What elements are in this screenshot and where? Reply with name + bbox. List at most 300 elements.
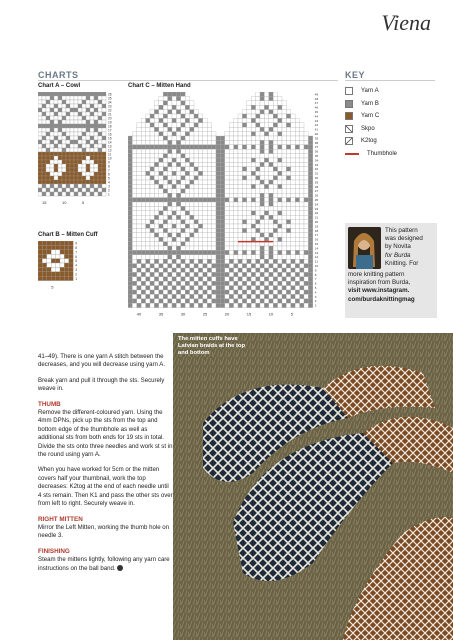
paragraph: When you have worked for 5cm or the mitten covers half your thumbnail, work the top decreases: K2tog at the end of each needle until 4 sts remain. Then K1 and pass the other sts over from left to right. Securely weave in. [38,466,173,508]
chart-cell [278,246,282,250]
chart-cell [137,202,141,206]
row-number: 5 [314,286,317,290]
chart-cell [234,167,238,171]
chart-cell [94,112,98,116]
chart-cell [38,176,42,180]
chart-cell [269,303,273,307]
chart-cell [172,202,176,206]
chart-cell [168,228,172,232]
chart-cell [260,290,264,294]
chart-cell [234,198,238,202]
chart-cell [273,101,277,105]
chart-cell [46,180,50,184]
chart-cell [225,145,229,149]
chart-cell [229,281,233,285]
chart-cell [216,246,220,250]
row-number: 24 [108,100,112,105]
chart-cell [234,233,238,237]
chart-cell [62,116,66,120]
chart-cell [234,277,238,281]
chart-cell [260,277,264,281]
chart-cell [234,215,238,219]
chart-cell [308,162,312,166]
chart-cell [159,215,163,219]
chart-cell [54,180,58,184]
chart-cell [150,189,154,193]
chart-cell [234,158,238,162]
chart-cell [128,193,132,197]
row-number: 1 [108,192,110,197]
chart-cell [291,303,295,307]
chart-cell [238,268,242,272]
chart-cell [238,132,242,136]
charts-heading: CHARTS [38,70,79,80]
chart-cell [54,192,58,196]
chart-cell [70,108,74,112]
row-number: 14 [314,246,319,251]
chart-cell [54,108,58,112]
chart-cell [185,127,189,131]
chart-cell [69,245,73,249]
chart-cell [46,144,50,148]
chart-cell [291,202,295,206]
chart-cell [172,149,176,153]
chart-cell [273,272,277,276]
chart-cell [234,299,238,303]
chart-cell [74,96,78,100]
chart-cell [168,105,172,109]
chart-cell [286,149,290,153]
chart-cell [269,224,273,228]
chart-cell [304,290,308,294]
chart-cell [176,193,180,197]
chart-cell [154,211,158,215]
chart-cell [264,250,268,254]
chart-cell [128,198,132,202]
chart-cell [168,123,172,127]
chart-cell [242,118,246,122]
chart-cell [278,264,282,268]
chart-cell [256,299,260,303]
row-number: 23 [108,104,112,109]
chart-cell [150,110,154,114]
chart-cell [203,171,207,175]
chart-cell [247,198,251,202]
chart-cell [141,198,145,202]
chart-cell [264,127,268,131]
chart-cell [256,202,260,206]
chart-cell [229,171,233,175]
chart-cell [242,149,246,153]
chart-cell [278,290,282,294]
chart-cell [42,128,46,132]
chart-cell [308,154,312,158]
chart-cell [203,211,207,215]
chart-cell [273,149,277,153]
chart-cell [54,92,58,96]
chart-cell [251,158,255,162]
chart-cell [66,156,70,160]
chart-cell [229,255,233,259]
chart-cell [278,215,282,219]
chart-cell [273,193,277,197]
chart-cell [146,233,150,237]
chart-cell [256,272,260,276]
chart-cell [212,303,216,307]
chart-cell [102,136,106,140]
chart-cell [308,189,312,193]
chart-cell [176,264,180,268]
chart-cell [300,180,304,184]
chart-cell [58,108,62,112]
row-number: 38 [314,140,319,145]
chart-cell [251,140,255,144]
chart-cell [62,104,66,108]
chart-cell [212,193,216,197]
page-title: Viena [381,10,431,35]
chart-cell [159,303,163,307]
chart-cell [251,255,255,259]
chart-cell [295,154,299,158]
chart-cell [286,264,290,268]
chart-cell [62,92,66,96]
chart-cell [154,281,158,285]
chart-cell [70,104,74,108]
chart-c-label: Chart C – Mitten Hand [128,83,191,89]
chart-cell [90,132,94,136]
chart-cell [146,228,150,232]
chart-cell [308,193,312,197]
chart-cell [198,189,202,193]
chart-cell [260,101,264,105]
chart-cell [260,189,264,193]
chart-cell [220,215,224,219]
chart-cell [273,198,277,202]
chart-cell [128,202,132,206]
chart-cell [278,101,282,105]
chart-cell [203,145,207,149]
chart-cell [137,228,141,232]
chart-cell [190,154,194,158]
chart-cell [260,114,264,118]
chart-cell [234,237,238,241]
chart-cell [304,189,308,193]
chart-cell [242,193,246,197]
chart-cell [190,202,194,206]
chart-cell [229,246,233,250]
chart-cell [242,290,246,294]
chart-cell [168,206,172,210]
chart-cell [278,96,282,100]
chart-cell [181,162,185,166]
chart-cell [102,108,106,112]
chart-cell [90,128,94,132]
promo-link[interactable]: visit www.instagram. [348,287,410,295]
chart-cell [212,233,216,237]
chart-cell [172,215,176,219]
chart-cell [295,268,299,272]
chart-cell [58,132,62,136]
chart-cell [256,250,260,254]
chart-cell [256,167,260,171]
chart-cell [154,176,158,180]
chart-cell [50,132,54,136]
chart-cell [238,189,242,193]
chart-cell [159,123,163,127]
chart-cell [242,123,246,127]
chart-cell [264,215,268,219]
chart-cell [132,162,136,166]
chart-cell [207,215,211,219]
chart-cell [212,272,216,276]
chart-cell [260,180,264,184]
chart-cell [282,149,286,153]
chart-cell [172,189,176,193]
chart-cell [42,250,46,254]
chart-cell [141,202,145,206]
chart-cell [62,152,66,156]
chart-cell [150,299,154,303]
row-number: 7 [108,168,110,173]
chart-cell [212,220,216,224]
chart-cell [229,228,233,232]
column-number: 15 [246,311,252,317]
chart-cell [273,176,277,180]
chart-cell [46,152,50,156]
chart-cell [295,220,299,224]
chart-cell [282,264,286,268]
chart-cell [172,242,176,246]
chart-cell [207,167,211,171]
chart-cell [207,140,211,144]
chart-cell [78,176,82,180]
chart-cell [304,277,308,281]
chart-cell [181,158,185,162]
chart-cell [282,242,286,246]
chart-cell [163,277,167,281]
chart-cell [86,156,90,160]
chart-cell [216,242,220,246]
row-number: 19 [108,120,112,125]
chart-cell [304,176,308,180]
chart-cell [176,206,180,210]
chart-cell [181,242,185,246]
chart-cell [247,189,251,193]
chart-cell [132,294,136,298]
chart-cell [176,215,180,219]
chart-cell [159,149,163,153]
chart-cell [86,120,90,124]
promo-line: Knitting. For [385,259,419,267]
chart-cell [74,128,78,132]
chart-cell [238,149,242,153]
chart-cell [273,167,277,171]
row-number: 17 [314,233,319,238]
chart-cell [212,202,216,206]
chart-cell [146,299,150,303]
chart-cell [229,184,233,188]
chart-cell [242,211,246,215]
chart-cell [132,237,136,241]
chart-cell [256,105,260,109]
key-item-skpo [345,123,397,136]
skpo-icon [345,125,353,133]
chart-cell [56,276,60,280]
chart-cell [198,299,202,303]
promo-link[interactable]: com/burdaknittingmag [348,295,415,303]
chart-cell [251,167,255,171]
chart-cell [304,211,308,215]
chart-cell [198,198,202,202]
chart-cell [102,180,106,184]
chart-cell [141,281,145,285]
chart-cell [216,145,220,149]
chart-cell [308,167,312,171]
chart-cell [212,215,216,219]
chart-cell [194,259,198,263]
chart-cell [251,224,255,228]
chart-cell [54,152,58,156]
chart-cell [137,286,141,290]
chart-cell [51,276,55,280]
chart-cell [242,303,246,307]
chart-cell [154,220,158,224]
column-number: 10 [62,200,67,205]
chart-cell [282,211,286,215]
chart-cell [225,250,229,254]
chart-cell [154,154,158,158]
chart-cell [304,171,308,175]
chart-cell [225,149,229,153]
chart-cell [82,148,86,152]
chart-cell [260,250,264,254]
key-label: K2tog [361,138,377,145]
chart-cell [295,286,299,290]
chart-cell [46,160,50,164]
chart-cell [159,242,163,246]
chart-cell [74,188,78,192]
chart-cell [54,100,58,104]
chart-cell [102,116,106,120]
chart-cell [154,180,158,184]
chart-cell [185,136,189,140]
chart-cell [38,132,42,136]
chart-cell [98,108,102,112]
chart-cell [168,136,172,140]
chart-cell [225,233,229,237]
chart-cell [163,184,167,188]
chart-cell [94,188,98,192]
chart-cell [98,96,102,100]
chart-cell [198,224,202,228]
chart-cell [229,189,233,193]
chart-cell [168,193,172,197]
chart-cell [286,294,290,298]
chart-cell [198,272,202,276]
chart-cell [132,224,136,228]
chart-cell [286,189,290,193]
chart-cell [54,136,58,140]
chart-cell [273,237,277,241]
chart-cell [260,167,264,171]
chart-cell [198,149,202,153]
chart-cell [74,108,78,112]
chart-cell [185,180,189,184]
chart-cell [300,193,304,197]
chart-cell [102,104,106,108]
chart-cell [181,198,185,202]
chart-cell [132,158,136,162]
chart-cell [260,118,264,122]
chart-cell [273,250,277,254]
chart-cell [264,92,268,96]
chart-cell [247,250,251,254]
chart-cell [94,164,98,168]
row-number: 39 [314,136,319,141]
chart-cell [264,224,268,228]
chart-cell [190,193,194,197]
chart-cell [154,189,158,193]
chart-cell [300,246,304,250]
chart-cell [42,267,46,271]
chart-cell [181,299,185,303]
chart-cell [212,132,216,136]
chart-cell [176,255,180,259]
chart-cell [225,167,229,171]
chart-cell [154,118,158,122]
chart-cell [137,127,141,131]
chart-cell [90,180,94,184]
chart-cell [216,281,220,285]
chart-cell [234,242,238,246]
chart-cell [98,184,102,188]
chart-cell [58,116,62,120]
chart-cell [38,116,42,120]
chart-cell [295,140,299,144]
chart-cell [50,144,54,148]
chart-cell [94,184,98,188]
chart-cell [220,272,224,276]
chart-cell [137,149,141,153]
chart-cell [300,154,304,158]
chart-cell [260,176,264,180]
chart-cell [98,192,102,196]
chart-cell [260,215,264,219]
chart-cell [220,140,224,144]
chart-cell [150,290,154,294]
chart-cell [190,286,194,290]
chart-cell [264,105,268,109]
chart-cell [172,132,176,136]
chart-cell [207,206,211,210]
chart-cell [128,242,132,246]
chart-cell [251,246,255,250]
chart-cell [163,189,167,193]
chart-cell [304,184,308,188]
promo-line: was designed [385,235,423,243]
row-number: 4 [75,263,77,268]
chart-cell [251,215,255,219]
chart-cell [38,184,42,188]
chart-cell [154,268,158,272]
chart-cell [38,259,42,263]
chart-cell [141,211,145,215]
chart-cell [54,124,58,128]
chart-cell [220,180,224,184]
chart-cell [229,272,233,276]
chart-cell [90,96,94,100]
chart-cell [247,149,251,153]
